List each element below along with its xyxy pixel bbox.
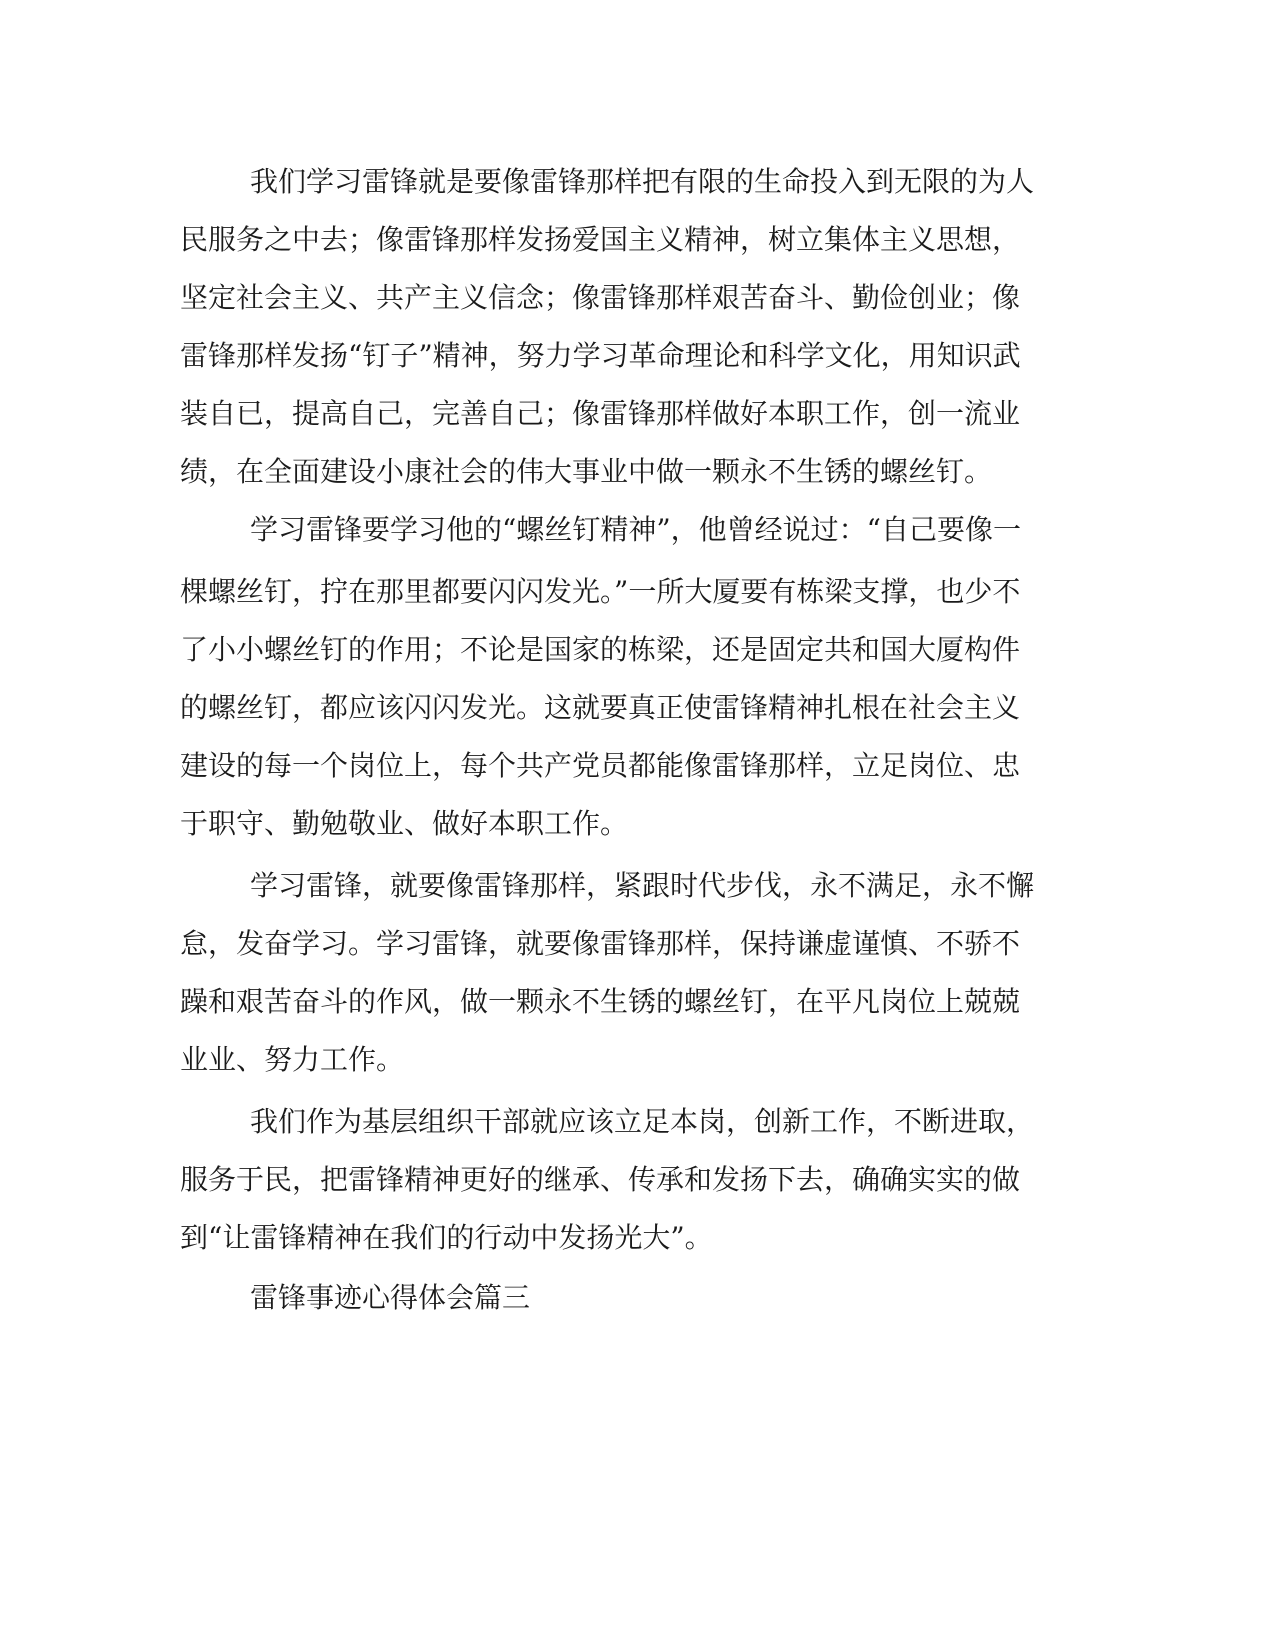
paragraph-line: 的螺丝钉，都应该闪闪发光。这就要真正使雷锋精神扎根在社会主义 (180, 691, 1021, 724)
paragraph-line: 装自已，提高自己，完善自己；像雷锋那样做好本职工作，创一流业 (180, 397, 1021, 430)
paragraph-line: 建设的每一个岗位上，每个共产党员都能像雷锋那样，立足岗位、忠 (180, 749, 1021, 782)
paragraph-line: 服务于民，把雷锋精神更好的继承、传承和发扬下去，确确实实的做 (180, 1163, 1021, 1196)
section-heading-text: 雷锋事迹心得体会篇三 (250, 1281, 531, 1314)
paragraph-line: 躁和艰苦奋斗的作风，做一颗永不生锈的螺丝钉，在平凡岗位上兢兢 (180, 985, 1021, 1018)
paragraph-line: 于职守、勤勉敬业、做好本职工作。 (180, 807, 629, 840)
paragraph-line: 坚定社会主义、共产主义信念；像雷锋那样艰苦奋斗、勤俭创业；像 (180, 281, 1021, 314)
paragraph-line: 学习雷锋，就要像雷锋那样，紧跟时代步伐，永不满足，永不懈 (250, 869, 1035, 902)
paragraph-line: 绩，在全面建设小康社会的伟大事业中做一颗永不生锈的螺丝钉。 (180, 455, 993, 488)
paragraph-line: 学习雷锋要学习他的“螺丝钉精神”，他曾经说过：“自己要像一 (250, 513, 1021, 546)
paragraph-line: 了小小螺丝钉的作用；不论是国家的栋梁，还是固定共和国大厦构件 (180, 633, 1021, 666)
paragraph-line: 我们学习雷锋就是要像雷锋那样把有限的生命投入到无限的为人 (250, 165, 1035, 198)
paragraph-line: 棵螺丝钉，拧在那里都要闪闪发光。”一所大厦要有栋梁支撑，也少不 (180, 575, 1021, 608)
paragraph-line: 到“让雷锋精神在我们的行动中发扬光大”。 (180, 1221, 713, 1254)
paragraph-line: 民服务之中去；像雷锋那样发扬爱国主义精神，树立集体主义思想， (180, 223, 1021, 256)
paragraph-line: 怠，发奋学习。学习雷锋，就要像雷锋那样，保持谦虚谨慎、不骄不 (180, 927, 1021, 960)
paragraph-line: 雷锋那样发扬“钉子”精神，努力学习革命理论和科学文化，用知识武 (180, 339, 1021, 372)
paragraph-line: 业业、努力工作。 (180, 1043, 405, 1076)
paragraph-line: 我们作为基层组织干部就应该立足本岗，创新工作，不断进取， (250, 1105, 1035, 1138)
